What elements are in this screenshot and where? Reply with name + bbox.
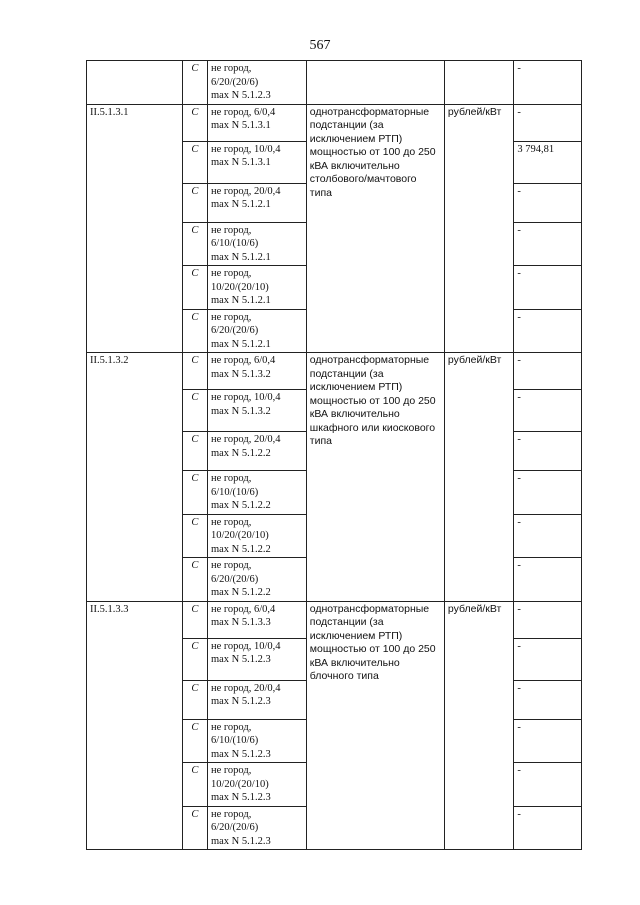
letter-cell: C — [182, 638, 207, 680]
letter-cell: C — [182, 266, 207, 310]
description-cell: однотрансформаторные подстанции (за исключением РТП) мощностью от 100 до 250 кВА включительно столбового/мачтового типа — [306, 104, 444, 353]
param-cell: не город, 10/0,4 max N 5.1.3.1 — [207, 141, 306, 183]
letter-cell: C — [182, 680, 207, 719]
value-cell: - — [514, 266, 582, 310]
param-cell: не город, 6/20/(20/6) max N 5.1.2.2 — [207, 558, 306, 602]
value-cell: - — [514, 432, 582, 471]
letter-cell: C — [182, 719, 207, 763]
letter-cell: C — [182, 353, 207, 390]
letter-cell: C — [182, 432, 207, 471]
table-row — [87, 104, 582, 141]
letter-cell: C — [182, 558, 207, 602]
letter-cell: C — [182, 141, 207, 183]
param-cell: не город, 6/0,4 max N 5.1.3.1 — [207, 104, 306, 141]
param-cell: не город, 20/0,4 max N 5.1.2.3 — [207, 680, 306, 719]
letter-cell: C — [182, 104, 207, 141]
value-cell: - — [514, 763, 582, 807]
letter-cell: C — [182, 763, 207, 807]
value-cell: - — [514, 514, 582, 558]
value-cell: - — [514, 61, 582, 105]
value-cell: - — [514, 638, 582, 680]
param-cell: не город, 10/0,4 max N 5.1.2.3 — [207, 638, 306, 680]
table-row — [87, 353, 582, 390]
param-cell: не город, 6/10/(10/6) max N 5.1.2.3 — [207, 719, 306, 763]
table-row — [87, 61, 582, 105]
param-cell: не город, 6/20/(20/6) max N 5.1.2.3 — [207, 806, 306, 850]
unit-cell: рублей/кВт — [444, 353, 514, 602]
letter-cell: C — [182, 61, 207, 105]
value-cell: - — [514, 222, 582, 266]
value-cell: - — [514, 390, 582, 432]
letter-cell: C — [182, 183, 207, 222]
letter-cell: C — [182, 309, 207, 353]
value-cell: - — [514, 601, 582, 638]
page-number: 567 — [309, 38, 331, 53]
letter-cell: C — [182, 390, 207, 432]
code-cell: II.5.1.3.2 — [87, 353, 183, 602]
value-cell: - — [514, 104, 582, 141]
param-cell: не город, 20/0,4 max N 5.1.2.1 — [207, 183, 306, 222]
value-cell: 3 794,81 — [514, 141, 582, 183]
code-cell — [87, 61, 183, 105]
param-cell: не город, 6/10/(10/6) max N 5.1.2.1 — [207, 222, 306, 266]
param-cell: не город, 6/10/(10/6) max N 5.1.2.2 — [207, 471, 306, 515]
param-cell: не город, 20/0,4 max N 5.1.2.2 — [207, 432, 306, 471]
param-cell: не город, 10/20/(20/10) max N 5.1.2.2 — [207, 514, 306, 558]
description-cell: однотрансформаторные подстанции (за исключением РТП) мощностью от 100 до 250 кВА включительно шкафного или киоскового типа — [306, 353, 444, 602]
value-cell: - — [514, 183, 582, 222]
code-cell: II.5.1.3.1 — [87, 104, 183, 353]
letter-cell: C — [182, 601, 207, 638]
value-cell: - — [514, 353, 582, 390]
description-cell — [306, 61, 444, 105]
param-cell: не город, 6/20/(20/6) max N 5.1.2.1 — [207, 309, 306, 353]
param-cell: не город, 10/20/(20/10) max N 5.1.2.1 — [207, 266, 306, 310]
unit-cell: рублей/кВт — [444, 104, 514, 353]
letter-cell: C — [182, 471, 207, 515]
param-cell: не город, 6/0,4 max N 5.1.3.2 — [207, 353, 306, 390]
tariff-table — [86, 60, 582, 850]
letter-cell: C — [182, 514, 207, 558]
unit-cell — [444, 61, 514, 105]
description-cell: однотрансформаторные подстанции (за исключением РТП) мощностью от 100 до 250 кВА включительно блочного типа — [306, 601, 444, 850]
letter-cell: C — [182, 222, 207, 266]
code-cell: II.5.1.3.3 — [87, 601, 183, 850]
table-row — [87, 601, 582, 638]
value-cell: - — [514, 309, 582, 353]
param-cell: не город, 6/20/(20/6) max N 5.1.2.3 — [207, 61, 306, 105]
value-cell: - — [514, 719, 582, 763]
param-cell: не город, 10/20/(20/10) max N 5.1.2.3 — [207, 763, 306, 807]
unit-cell: рублей/кВт — [444, 601, 514, 850]
value-cell: - — [514, 680, 582, 719]
param-cell: не город, 10/0,4 max N 5.1.3.2 — [207, 390, 306, 432]
param-cell: не город, 6/0,4 max N 5.1.3.3 — [207, 601, 306, 638]
value-cell: - — [514, 806, 582, 850]
value-cell: - — [514, 558, 582, 602]
value-cell: - — [514, 471, 582, 515]
letter-cell: C — [182, 806, 207, 850]
